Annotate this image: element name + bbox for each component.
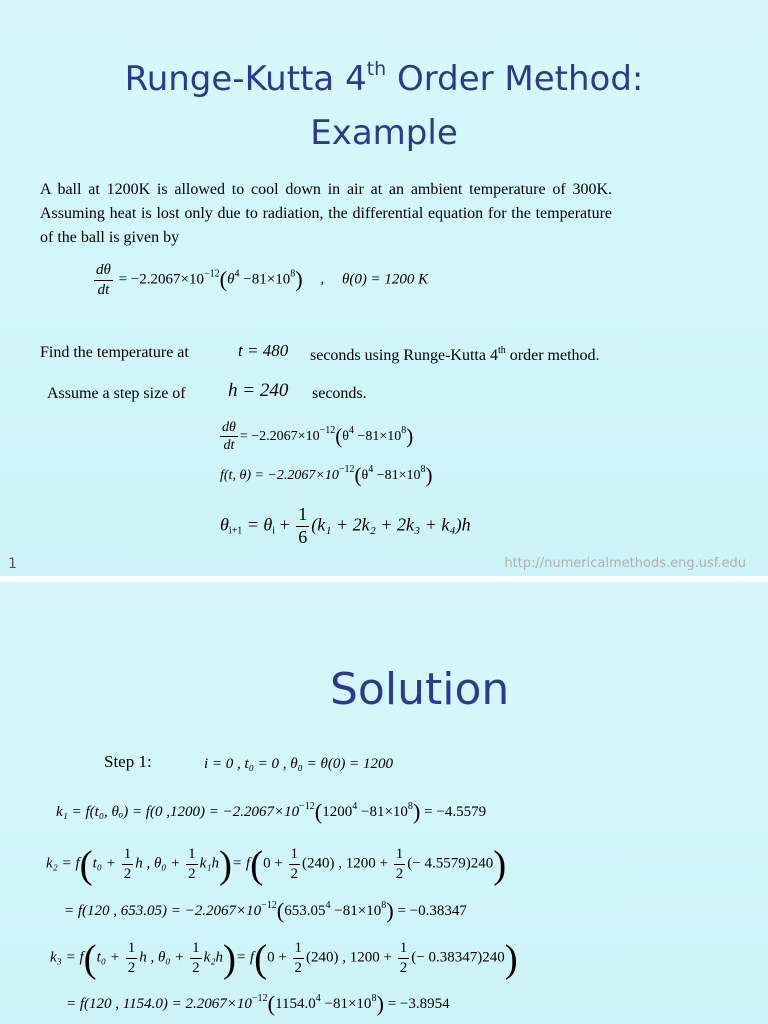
exponent-8: 8	[290, 268, 296, 280]
k3-zero: 0 +	[267, 949, 291, 966]
ode-minus-term: −81×10	[239, 271, 291, 288]
find-text: Find the temperature at	[40, 344, 189, 361]
power-4: 4	[234, 268, 240, 280]
function-minus-term: −81×10	[373, 468, 421, 483]
ode-minus-term: −81×10	[353, 429, 402, 445]
problem-paragraph: A ball at 1200K is allowed to cool down in air at an ambient temperature of 300K. Assuming heat is lost only due to radiation, the differential equation for the temperature of the ball is given by	[40, 181, 612, 246]
find-time-equation	[238, 341, 288, 361]
exponent-8: 8	[401, 425, 407, 437]
k2-equals-f: = f	[232, 855, 251, 872]
k1-minus-term: −81×10	[357, 804, 408, 820]
ode-coefficient: = −2.2067×10	[118, 271, 205, 288]
half-fraction	[394, 846, 406, 882]
k3-t-term: t₀ +	[96, 949, 124, 966]
k3-evaluation: = f(120 , 1154.0) = 2.2067×10	[66, 996, 252, 1012]
half-fraction	[186, 846, 198, 882]
title-part: Runge-Kutta 4	[124, 59, 367, 99]
fraction-denominator: 2	[399, 959, 408, 976]
find-text-2	[310, 347, 600, 365]
rk4-k-sum: (k₁ + 2k₂ + 2k₃ + k₄)h	[311, 514, 471, 535]
ode-exponent: −12	[319, 425, 336, 437]
half-fraction	[122, 846, 134, 882]
fraction-denominator: 2	[294, 959, 303, 976]
ode-restated: $\frac{d\theta}{dt}$ = $-2.2067\times 10^{-12}(\theta^4 -81\times 10^8)$	[222, 420, 414, 454]
k1-exponent: −12	[299, 801, 315, 812]
initial-condition: θ(0) = 1200 K	[341, 271, 429, 288]
fraction-numerator: 1	[394, 846, 406, 865]
title-line-2: Example	[310, 113, 458, 154]
fraction-denominator: dt	[223, 438, 235, 454]
fraction-denominator: 2	[127, 959, 136, 976]
fraction-denominator: 2	[290, 865, 299, 882]
exponent-8: 8	[371, 993, 377, 1004]
rk4-formula	[220, 505, 471, 548]
fraction-numerator: 1	[398, 940, 410, 959]
k2-substituted: (240) , 1200 +	[302, 855, 392, 872]
k3-substituted: (240) , 1200 +	[306, 949, 396, 966]
fraction-denominator: 2	[192, 959, 200, 976]
k1-result: = −4.5579	[424, 804, 487, 820]
function-exponent: −12	[338, 464, 355, 475]
exponent-8: 8	[420, 464, 426, 475]
k2-base: 653.05	[284, 903, 326, 919]
slide-number: 1	[8, 556, 17, 572]
k3-lhs: k₃ = f	[50, 949, 84, 966]
slide-2	[0, 582, 768, 1024]
paren-open: (	[219, 266, 228, 292]
plus-sign: +	[275, 514, 295, 535]
title-superscript: th	[366, 58, 387, 80]
theta-next: θ	[220, 514, 229, 535]
half-fraction	[190, 940, 202, 976]
solution-title: Solution	[330, 664, 510, 715]
power-4: 4	[368, 464, 374, 475]
k2-result: = −0.38347	[397, 903, 467, 919]
separator: ,	[320, 271, 325, 288]
k1-lhs: k₁ = f(t₀, θₒ) = f(0 ,1200) = −2.2067×10	[56, 804, 300, 820]
theta-symbol: θ	[342, 429, 349, 445]
subscript-i-plus-1: i+1	[228, 525, 243, 537]
fraction-numerator: dθ	[220, 420, 238, 437]
assume-text-2: seconds.	[312, 385, 367, 402]
k2-minus-term: −81×10	[330, 903, 382, 919]
fraction-numerator: 1	[293, 940, 305, 959]
theta-current: = θ	[242, 514, 273, 535]
fraction-numerator: dθ	[94, 262, 113, 281]
k3-equals-f: = f	[236, 949, 255, 966]
assume-text: Assume a step size of	[47, 385, 186, 402]
exponent-8: 8	[407, 801, 413, 812]
fraction-numerator: 1	[122, 846, 134, 865]
derivative-fraction	[220, 420, 238, 454]
k2-k1-value: (− 4.5579)240	[407, 855, 494, 872]
find-text-part: seconds using Runge-Kutta 4	[310, 347, 498, 364]
fraction-denominator: 2	[123, 865, 132, 882]
find-text-part: order method.	[505, 347, 600, 364]
k2-equation: k₂ = f(t₀ + $\frac{1}{2}$ h , θ₀ + $\frac{1}{2}$ k₁h)= f(0 + $\frac{1}{2}$ (240) , 1200 + $\frac{1}{2}$ (− 4.5579)240)	[46, 843, 507, 887]
fraction-numerator: 1	[289, 846, 301, 865]
step-label: Step 1:	[104, 752, 152, 771]
fraction-denominator: 2	[188, 865, 196, 882]
power-4: 4	[352, 801, 358, 812]
fraction-denominator: 2	[395, 865, 404, 882]
function-lhs: f(t, θ) = −2.2067×10	[220, 468, 339, 483]
half-fraction	[126, 940, 138, 976]
find-superscript: th	[497, 345, 506, 356]
title-part: Order Method:	[386, 59, 644, 99]
half-fraction	[293, 940, 305, 976]
k2-exponent: −12	[261, 900, 277, 911]
fraction-numerator: 1	[186, 846, 198, 865]
fraction-numerator: 1	[190, 940, 202, 959]
k3-minus-term: −81×10	[320, 996, 372, 1012]
one-sixth-fraction	[296, 505, 309, 548]
ode-exponent: −12	[204, 268, 220, 280]
k1-equation: k₁ = f(t₀, θₒ) = f(0 $,1200) = -2.2067\times 10^{-12}(1200^4 -81\times 10^8) = -4.5579$	[56, 799, 487, 824]
power-4: 4	[325, 900, 331, 911]
step-size-equation	[228, 380, 288, 402]
footer-url: http://numericalmethods.eng.usf.edu	[504, 556, 746, 571]
ode-coefficient: = −2.2067×10	[239, 429, 320, 445]
power-4: 4	[348, 425, 354, 437]
k2-k1h: k₁h	[199, 855, 220, 872]
k1-base: 1200	[322, 804, 353, 820]
initial-values: i = 0 , t₀ = 0 , θ₀ = θ(0) = 1200	[204, 756, 393, 772]
step-size-value: h = 240	[228, 380, 289, 401]
time-value: t = 480	[238, 341, 289, 360]
half-fraction	[289, 846, 301, 882]
exponent-8: 8	[381, 900, 387, 911]
k2-evaluation: = f(120 , 653.05) = −2.2067×10	[64, 903, 262, 919]
fraction-denominator: dt	[97, 281, 110, 298]
k2-result-line: = f(120 , $653.05) = -2.2067\times 10^{-12}(653.05^4 -81\times 10^8) = -0.38347$	[64, 898, 467, 923]
derivative-fraction	[94, 262, 113, 298]
k3-base: 1154.0	[275, 996, 316, 1012]
k3-k2h: k₂h	[203, 949, 224, 966]
half-fraction	[398, 940, 410, 976]
k3-result: = −3.8954	[387, 996, 450, 1012]
k3-exponent: −12	[251, 993, 268, 1004]
step-initial-values	[204, 756, 393, 773]
fraction-numerator: 1	[126, 940, 138, 959]
subscript-i: i	[272, 525, 276, 537]
k3-k2-value: (− 0.38347)240	[411, 949, 505, 966]
k2-theta-term: h , θ₀ +	[135, 855, 185, 872]
ode-equation	[92, 262, 428, 298]
slide-title	[0, 52, 768, 161]
function-definition: f(t, $\theta) = -2.2067\times 10^{-12}(\theta^4 -81\times 10^8)$	[220, 463, 433, 487]
k2-lhs: k₂ = f	[46, 855, 80, 872]
k3-result-line: = f(120 , $1154.0) = 2.2067\times 10^{-12}(1154.0^4 -81\times 10^8) = -3.8954$	[66, 991, 450, 1016]
fraction-denominator: 6	[298, 526, 308, 547]
theta-symbol: θ	[361, 468, 369, 483]
k2-zero: 0 +	[263, 855, 287, 872]
k3-theta-term: h , θ₀ +	[139, 949, 189, 966]
paren-close: )	[295, 266, 303, 292]
theta-symbol: θ	[227, 271, 235, 288]
power-4: 4	[315, 993, 321, 1004]
fraction-numerator: 1	[296, 505, 309, 527]
k2-t-term: t₀ +	[92, 855, 120, 872]
k3-equation: k₃ = f(t₀ + $\frac{1}{2}$ h , θ₀ + $\frac{1}{2}$ k₂h)= f(0 + $\frac{1}{2}$ (240) , 1200 + $\frac{1}{2}$ (− 0.38347)240)	[50, 937, 518, 981]
